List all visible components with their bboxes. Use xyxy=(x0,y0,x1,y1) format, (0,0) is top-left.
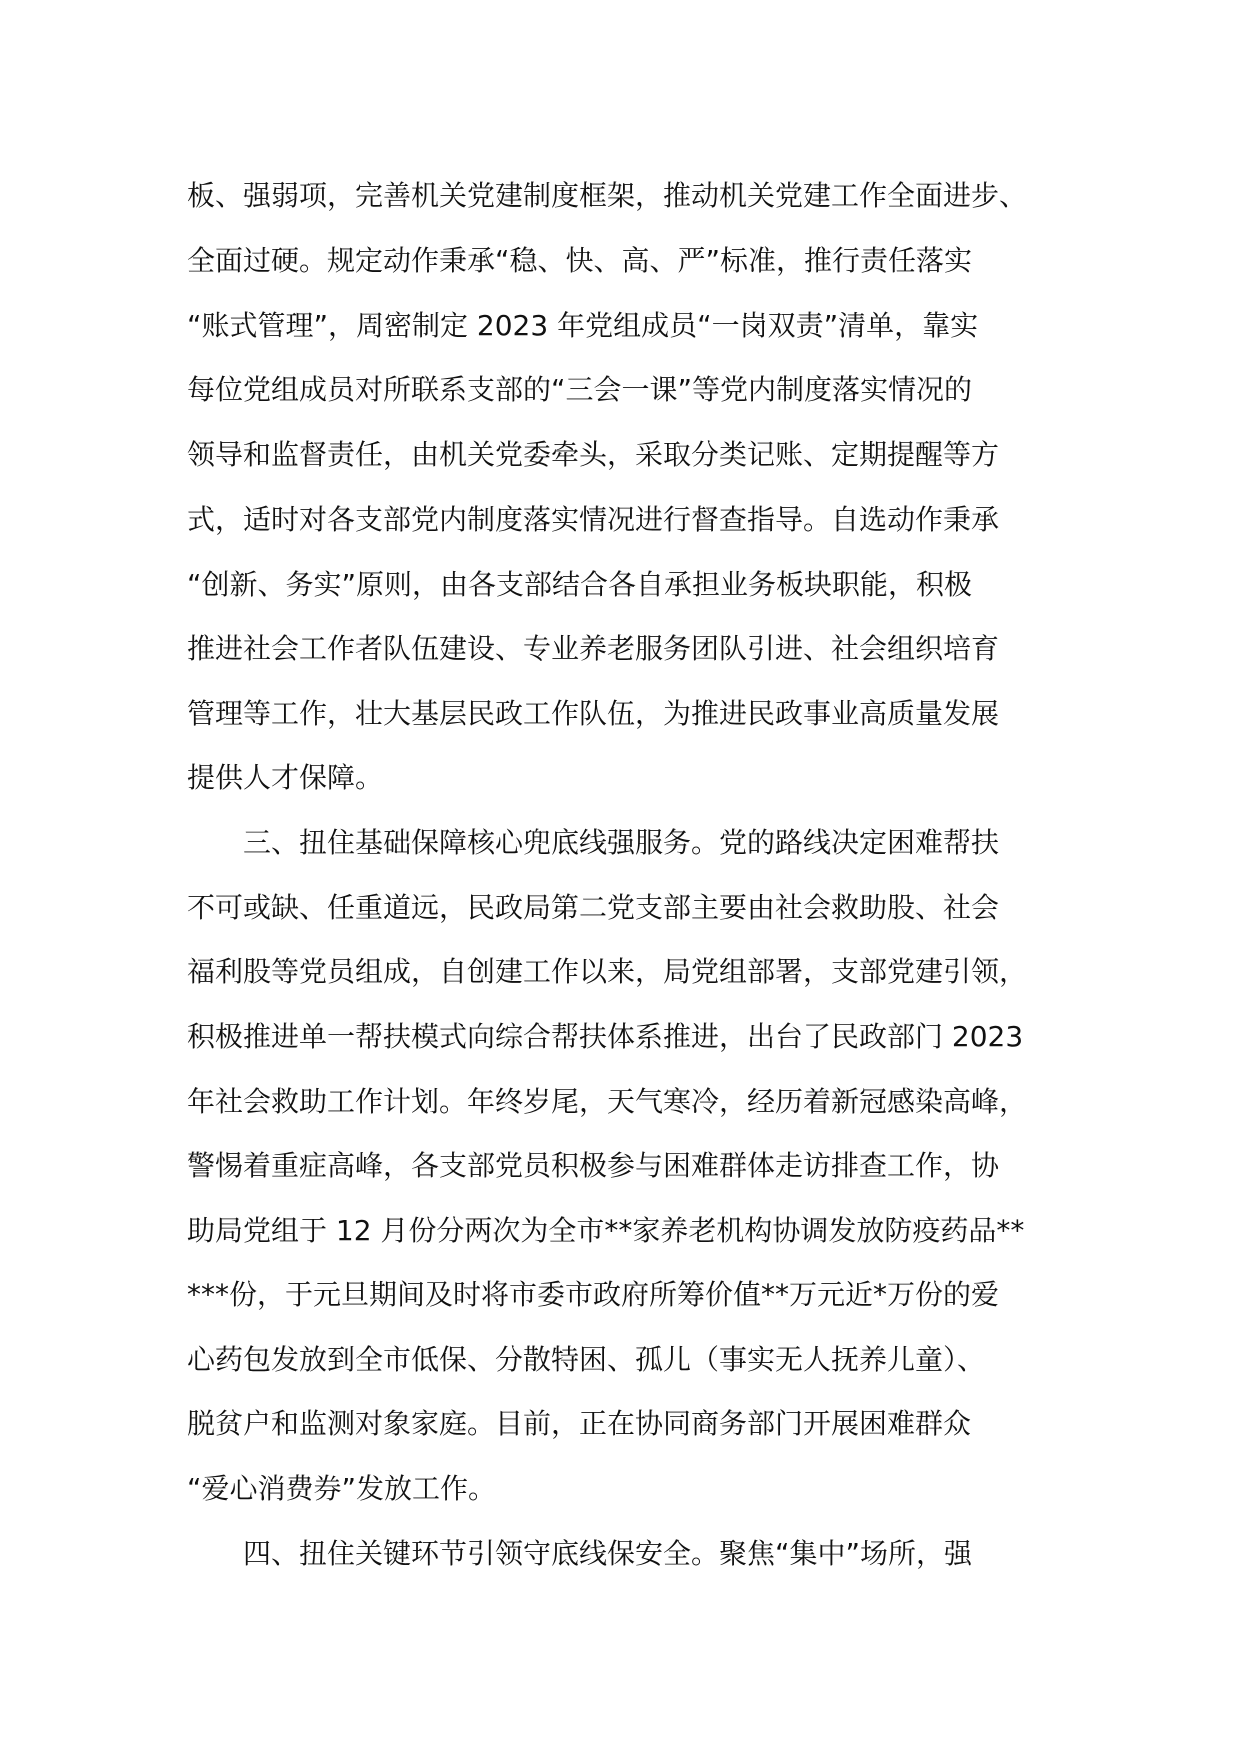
body-text-line: 不可或缺、任重道远，民政局第二党支部主要由社会救助股、社会 xyxy=(187,891,1000,924)
body-text-line: “创新、务实”原则，由各支部结合各自承担业务板块职能，积极 xyxy=(187,568,973,601)
body-text-line: ***份，于元旦期间及时将市委市政府所筹价值**万元近*万份的爱 xyxy=(187,1278,1000,1311)
body-text-line: 积极推进单一帮扶模式向综合帮扶体系推进，出台了民政部门 2023 xyxy=(187,1020,1024,1053)
body-text-line: 脱贫户和监测对象家庭。目前，正在协同商务部门开展困难群众 xyxy=(187,1407,972,1440)
body-text-line: 式，适时对各支部党内制度落实情况进行督查指导。自选动作秉承 xyxy=(187,503,1000,536)
body-text-line: 心药包发放到全市低保、分散特困、孤儿（事实无人抚养儿童）、 xyxy=(187,1343,986,1376)
body-text-line: “爱心消费券”发放工作。 xyxy=(187,1472,497,1505)
body-text-line: 年社会救助工作计划。年终岁尾，天气寒冷，经历着新冠感染高峰， xyxy=(187,1085,1028,1118)
body-text-line: 提供人才保障。 xyxy=(187,761,384,794)
body-text-line: 领导和监督责任，由机关党委牵头，采取分类记账、定期提醒等方 xyxy=(187,438,1000,471)
body-text-line: 每位党组成员对所联系支部的“三会一课”等党内制度落实情况的 xyxy=(187,373,973,406)
section-heading-line: 三、扭住基础保障核心兜底线强服务。党的路线决定困难帮扶 xyxy=(243,826,1000,859)
section-heading-line: 四、扭住关键环节引领守底线保安全。聚焦“集中”场所，强 xyxy=(243,1537,973,1570)
body-text-line: 管理等工作，壮大基层民政工作队伍，为推进民政事业高质量发展 xyxy=(187,697,1000,730)
body-text-line: 警惕着重症高峰，各支部党员积极参与困难群体走访排查工作，协 xyxy=(187,1149,1000,1182)
body-text-line: 推进社会工作者队伍建设、专业养老服务团队引进、社会组织培育 xyxy=(187,632,1000,665)
body-text-line: 板、强弱项，完善机关党建制度框架，推动机关党建工作全面进步、 xyxy=(187,179,1028,212)
body-text-line: “账式管理”，周密制定 2023 年党组成员“一岗双责”清单，靠实 xyxy=(187,309,979,342)
body-text-line: 助局党组于 12 月份分两次为全市**家养老机构协调发放防疫药品** xyxy=(187,1214,1025,1247)
body-text-line: 福利股等党员组成，自创建工作以来，局党组部署，支部党建引领， xyxy=(187,955,1028,988)
body-text-line: 全面过硬。规定动作秉承“稳、快、高、严”标准，推行责任落实 xyxy=(187,244,973,277)
